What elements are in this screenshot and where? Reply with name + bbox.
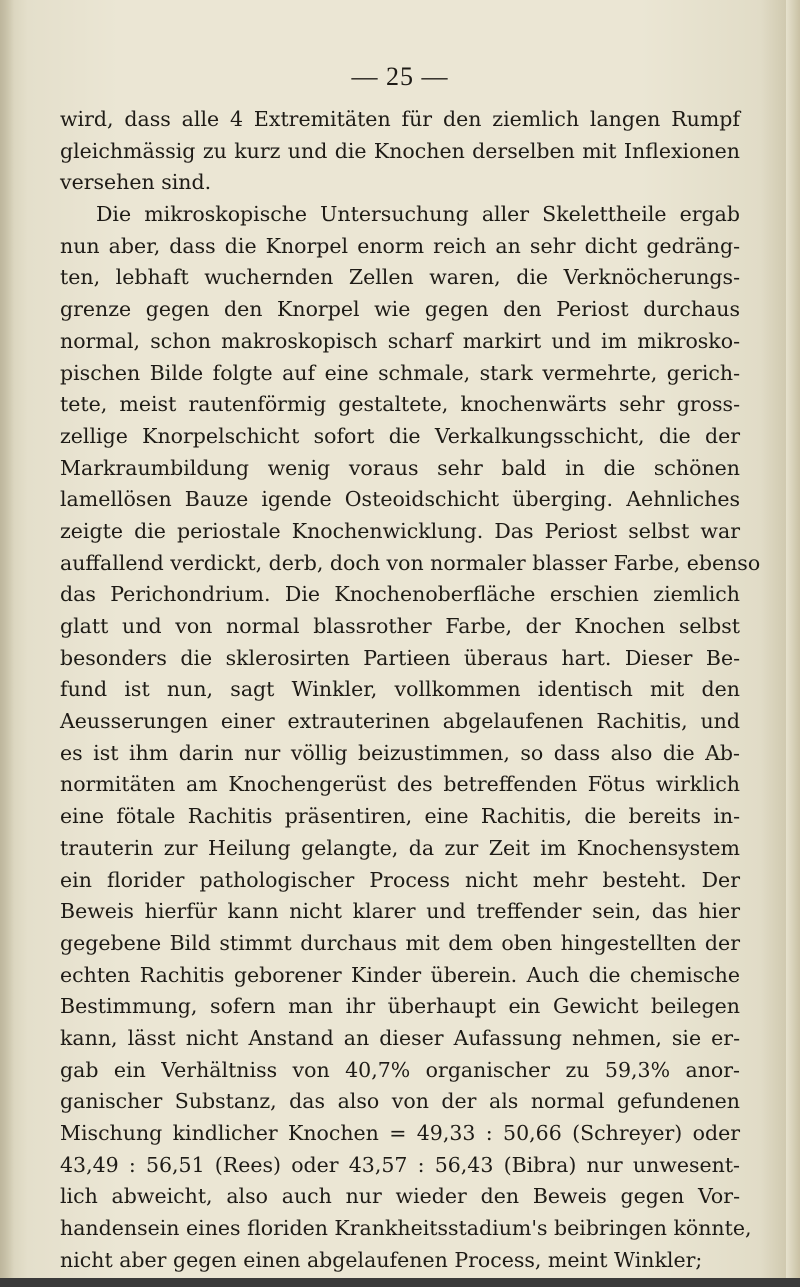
text-line: grenze gegen den Knorpel wie gegen den Periost durchaus <box>60 297 740 322</box>
text-line: ein florider pathologischer Process nicht mehr besteht. Der <box>60 867 740 892</box>
text-line: kann, lässt nicht Anstand an dieser Aufassung nehmen, sie er- <box>60 1025 740 1050</box>
text-line: gab ein Verhältniss von 40,7% organischer zu 59,3% anor- <box>60 1057 740 1082</box>
text-line: das Perichondrium. Die Knochenoberfläche erschien ziemlich <box>60 582 740 607</box>
text-line: zeigte die periostale Knochenwicklung. Das Periost selbst war <box>60 518 740 543</box>
text-line: wird, dass alle 4 Extremitäten für den ziemlich langen Rumpf <box>60 107 740 131</box>
text-line: trauterin zur Heilung gelangte, da zur Zeit im Knochensystem <box>60 835 740 860</box>
text-line: ten, lebhaft wuchernden Zellen waren, die Verknöcherungs- <box>60 265 740 290</box>
text-line: nun aber, dass die Knorpel enorm reich an sehr dicht gedräng- <box>60 233 740 258</box>
text-line: fund ist nun, sagt Winkler, vollkommen identisch mit den <box>60 677 740 702</box>
text-line: Beweis hierfür kann nicht klarer und treffender sein, das hier <box>60 899 740 924</box>
text-line: es ist ihm darin nur völlig beizustimmen, so dass also die Ab- <box>60 740 740 765</box>
scan-bottom-border <box>0 1278 800 1287</box>
text-line: normitäten am Knochengerüst des betreffenden Fötus wirklich <box>60 772 740 797</box>
text-line: Mischung kindlicher Knochen = 49,33 : 50,66 (Schreyer) oder <box>60 1121 740 1145</box>
text-line: gleichmässig zu kurz und die Knochen derselben mit Inflexionen <box>60 138 740 163</box>
text-line: Aeusserungen einer extrauterinen abgelaufenen Rachitis, und <box>60 709 740 734</box>
text-line: gegebene Bild stimmt durchaus mit dem oben hingestellten der <box>60 930 740 955</box>
text-line: glatt und von normal blassrother Farbe, der Knochen selbst <box>60 614 740 638</box>
text-line: pischen Bilde folgte auf eine schmale, stark vermehrte, gerich- <box>60 360 740 385</box>
page-number: — 25 — <box>351 62 449 91</box>
text-line: handensein eines floriden Krankheitsstadium's beibringen könnte, <box>60 1216 752 1241</box>
text-line: lamellösen Bauze igende Osteoidschicht überging. Aehnliches <box>60 487 740 512</box>
text-line: eine fötale Rachitis präsentiren, eine Rachitis, die bereits in- <box>60 804 740 829</box>
text-line: tete, meist rautenförmig gestaltete, knochenwärts sehr gross- <box>60 392 740 417</box>
text-line: 43,49 : 56,51 (Rees) oder 43,57 : 56,43 (Bibra) nur unwesent- <box>60 1152 740 1177</box>
text-line: besonders die sklerosirten Partieen überaus hart. Dieser Be- <box>60 645 740 670</box>
text-line: zellige Knorpelschicht sofort die Verkalkungsschicht, die der <box>60 423 740 448</box>
text-line: Bestimmung, sofern man ihr überhaupt ein Gewicht beilegen <box>60 994 740 1019</box>
text-line: Die mikroskopische Untersuchung aller Skelettheile ergab <box>96 202 740 227</box>
text-line: lich abweicht, also auch nur wieder den Beweis gegen Vor- <box>60 1184 740 1209</box>
text-line: nicht aber gegen einen abgelaufenen Process, meint Winkler; <box>60 1247 703 1272</box>
text-line: normal, schon makroskopisch scharf markirt und im mikrosko- <box>60 328 740 353</box>
gutter-shadow <box>0 0 14 1287</box>
text-line: ganischer Substanz, das also von der als normal gefundenen <box>60 1089 740 1114</box>
text-line: echten Rachitis geborener Kinder überein. Auch die chemische <box>60 962 740 987</box>
text-line: versehen sind. <box>60 170 212 195</box>
text-line: Markraumbildung wenig voraus sehr bald in die schönen <box>60 455 740 480</box>
text-line: auffallend verdickt, derb, doch von normaler blasser Farbe, ebenso <box>60 550 761 575</box>
body-text <box>60 104 761 1276</box>
page-edge <box>786 0 800 1287</box>
